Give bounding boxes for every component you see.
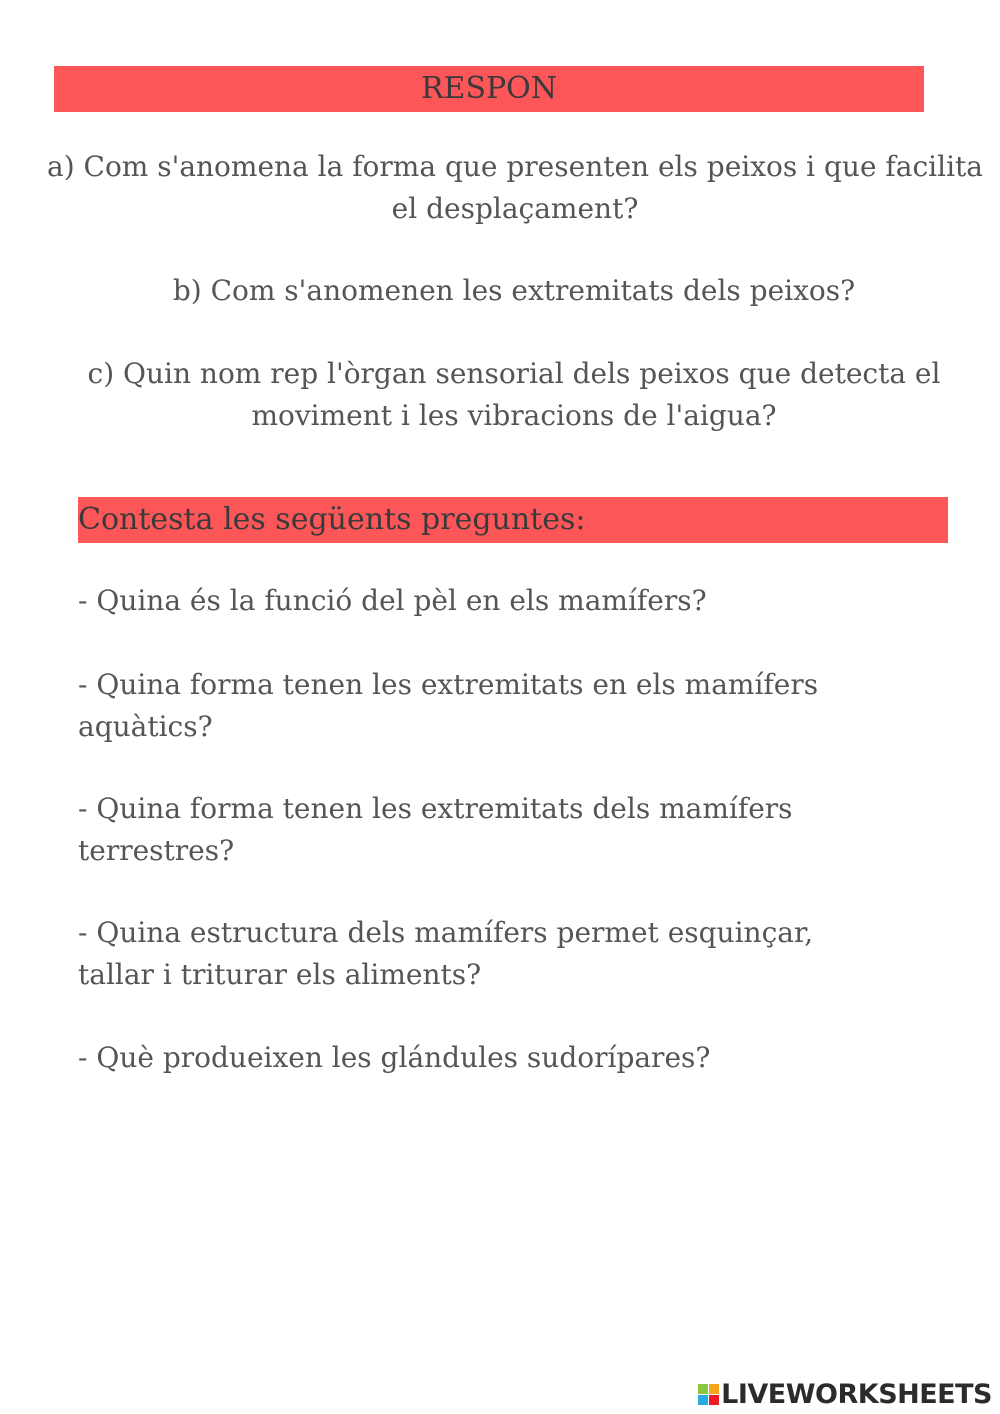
mammal-question-1: [78, 580, 707, 622]
mammal-question-3-line-2: terrestres?: [78, 834, 235, 867]
question-c-line-2: moviment i les vibracions de l'aigua?: [251, 399, 777, 432]
logo-square-i: [709, 1384, 719, 1394]
liveworksheets-logo[interactable]: [698, 1376, 992, 1412]
mammal-question-2-line-1: - Quina forma tenen les extremitats en els mamífers: [78, 668, 819, 701]
section-heading-contesta: Contesta les següents preguntes:: [78, 497, 948, 543]
question-c: [0, 353, 1000, 437]
liveworksheets-logo-icon: [698, 1384, 719, 1405]
mammal-question-5-line-1: - Què produeixen les glándules sudorípares?: [78, 1041, 711, 1074]
question-c-line-1: c) Quin nom rep l'òrgan sensorial dels peixos que detecta el: [87, 357, 941, 390]
question-a: [0, 146, 1000, 230]
mammal-question-1-line-1: - Quina és la funció del pèl en els mamífers?: [78, 584, 707, 617]
mammal-question-4-line-1: - Quina estructura dels mamífers permet esquinçar,: [78, 916, 814, 949]
logo-square-l: [698, 1384, 708, 1394]
logo-square-v: [698, 1395, 708, 1405]
question-b-line-1: b) Com s'anomenen les extremitats dels peixos?: [172, 274, 856, 307]
mammal-question-4: [78, 912, 813, 996]
mammal-question-3-line-1: - Quina forma tenen les extremitats dels mamífers: [78, 792, 793, 825]
mammal-question-2-line-2: aquàtics?: [78, 710, 213, 743]
logo-square-e: [709, 1395, 719, 1405]
mammal-question-5: [78, 1037, 710, 1079]
mammal-question-4-line-2: tallar i triturar els aliments?: [78, 958, 482, 991]
section-heading-respon: RESPON: [54, 66, 924, 112]
question-a-line-2: el desplaçament?: [391, 192, 639, 225]
question-a-line-1: a) Com s'anomena la forma que presenten els peixos i que facilita: [47, 150, 983, 183]
question-b: [0, 270, 1000, 312]
mammal-question-3: [78, 788, 793, 872]
logo-text: LIVEWORKSHEETS: [721, 1378, 992, 1410]
mammal-question-2: [78, 664, 818, 748]
